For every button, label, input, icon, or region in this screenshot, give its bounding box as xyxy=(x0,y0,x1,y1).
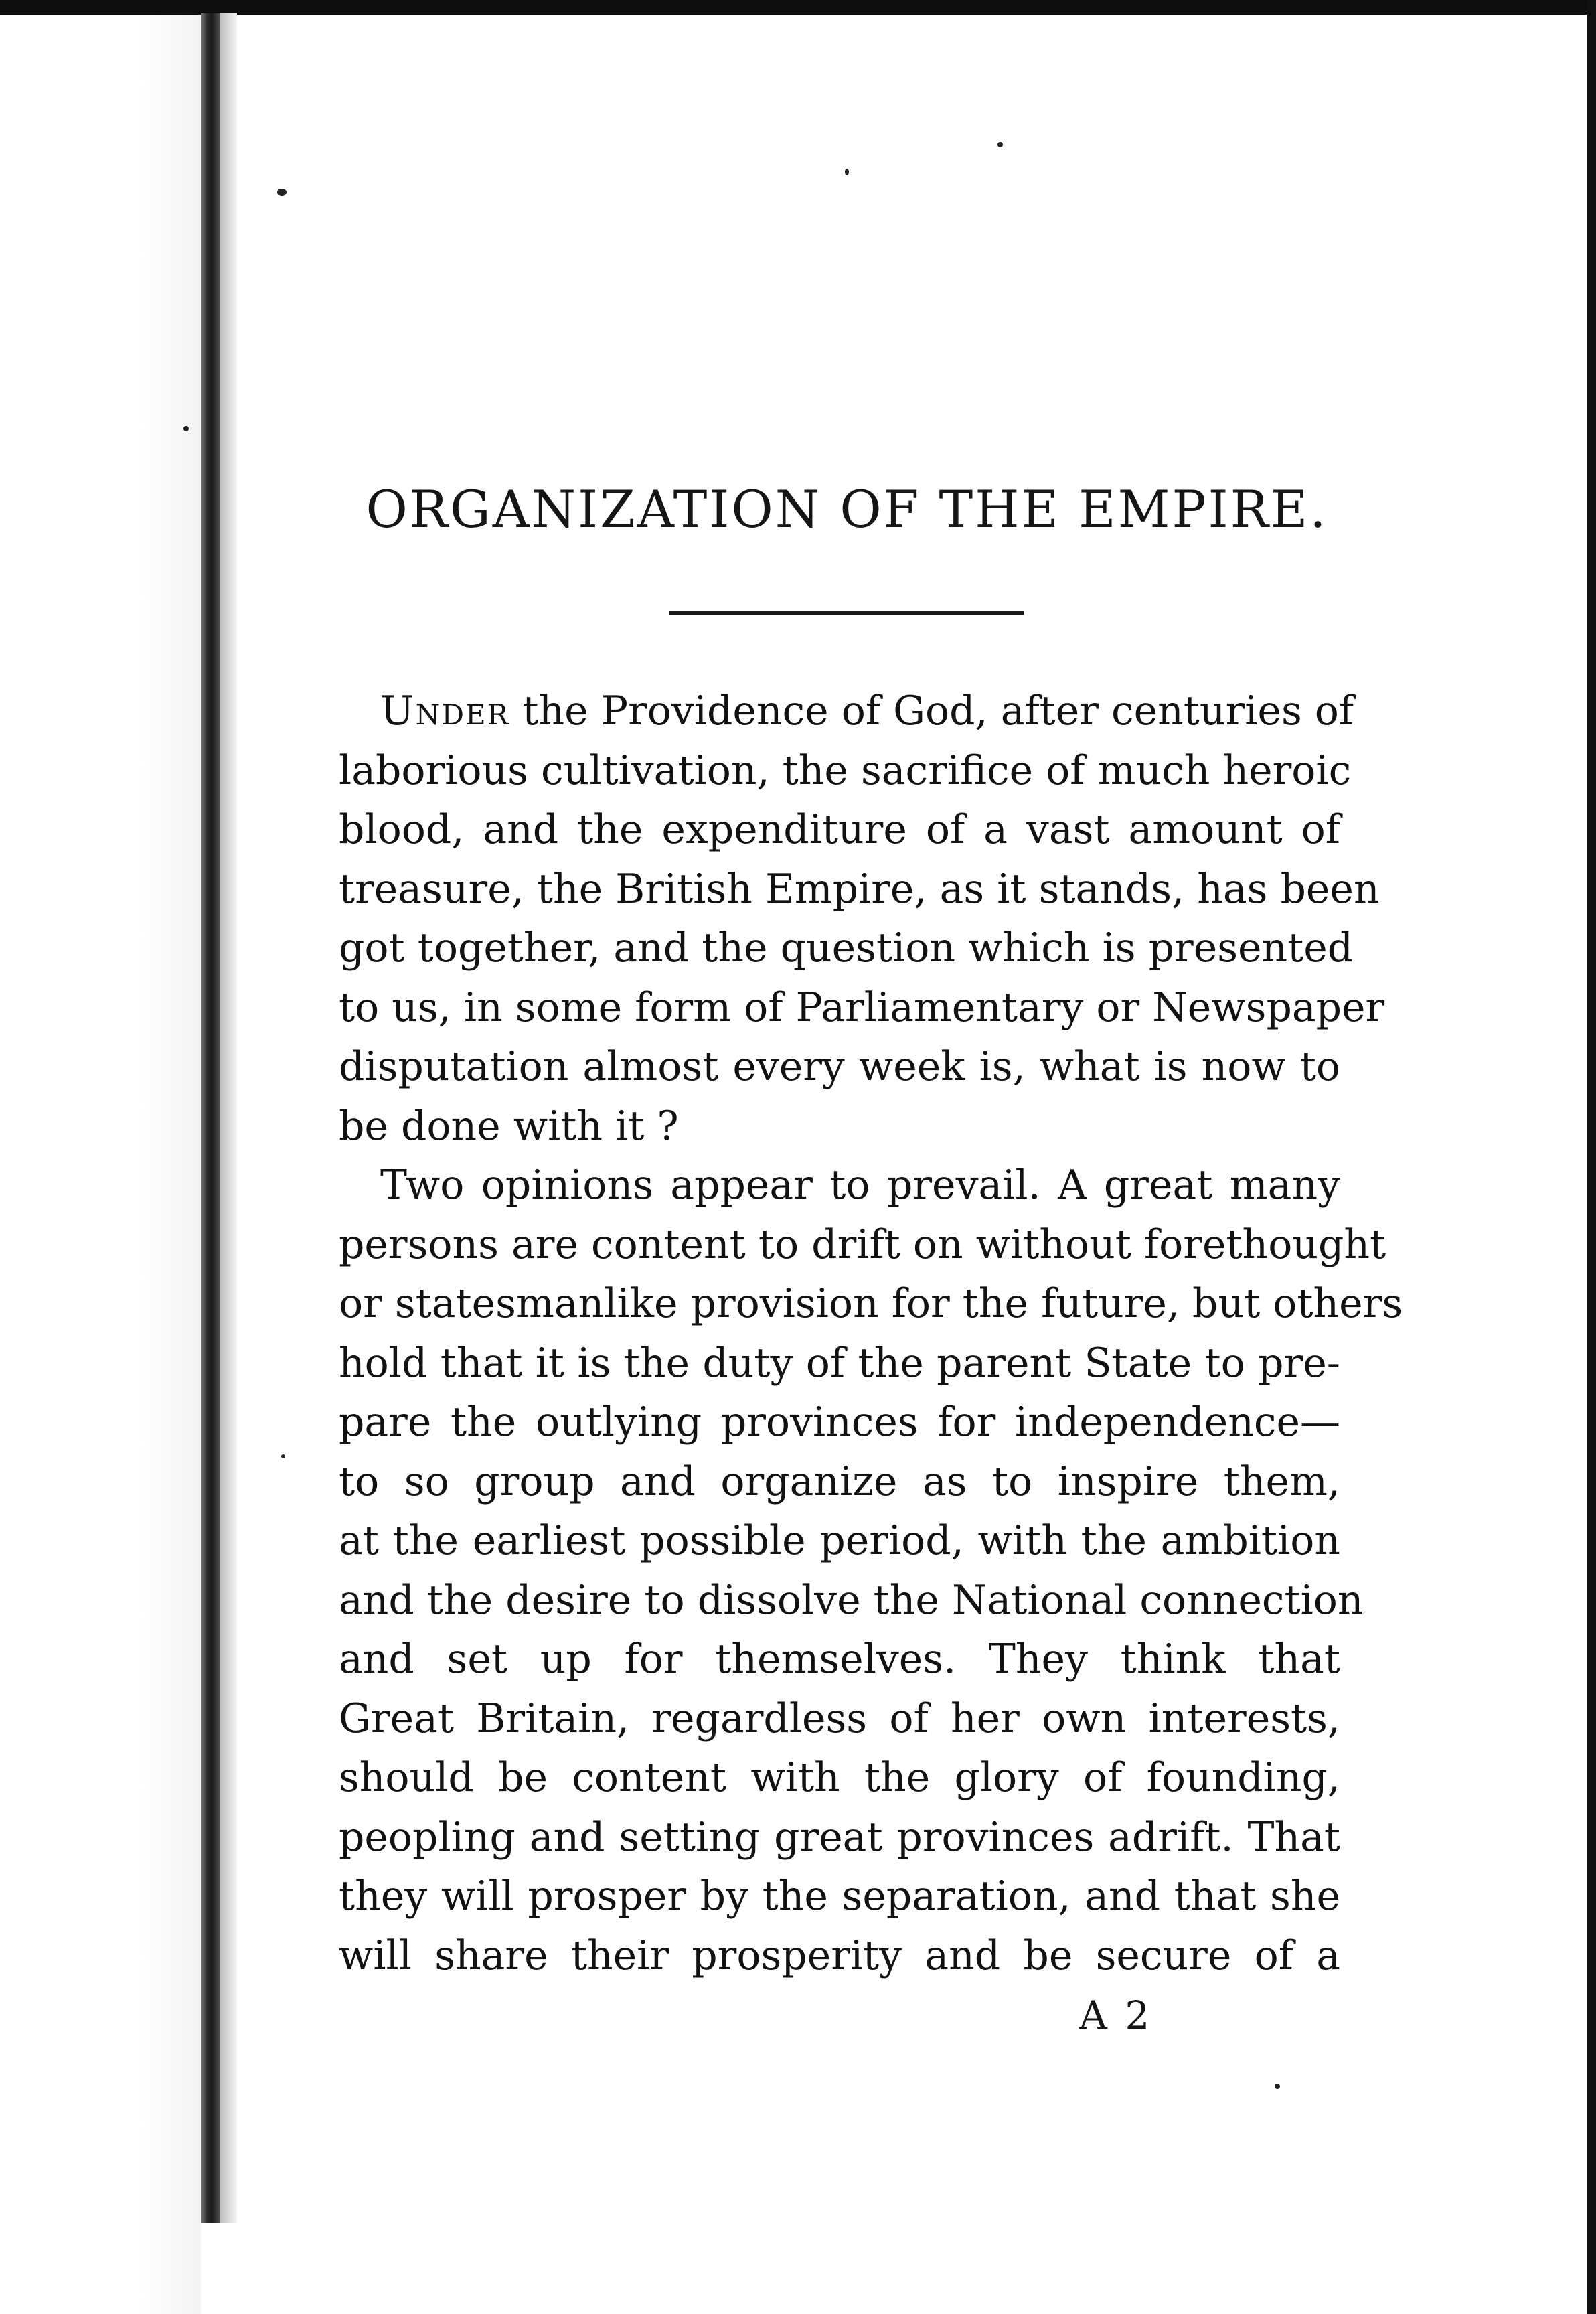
body-line-text: the Providence of God, after centuries of xyxy=(522,688,1354,735)
ink-speck xyxy=(277,189,287,196)
body-line: blood, and the expenditure of a vast amount of xyxy=(339,806,1340,853)
body-line: disputation almost every week is, what is now to xyxy=(339,1043,1340,1090)
scan-top-border xyxy=(0,0,1596,15)
ink-speck xyxy=(998,142,1003,147)
drop-lead-word: Under xyxy=(380,688,510,735)
body-line: and the desire to dissolve the National connection xyxy=(339,1576,1364,1624)
body-line: or statesmanlike provision for the future, but others xyxy=(339,1280,1403,1327)
ink-speck xyxy=(183,426,189,431)
body-line: to so group and organize as to inspire them, xyxy=(339,1458,1340,1505)
binding-gutter xyxy=(201,13,220,2223)
body-text xyxy=(339,682,1403,1985)
facing-page-blank xyxy=(0,15,201,2314)
gutter-shadow xyxy=(220,13,237,2223)
ink-speck xyxy=(281,1454,285,1458)
body-line: should be content with the glory of founding, xyxy=(339,1754,1340,1801)
ink-speck xyxy=(845,169,849,175)
heading-rule xyxy=(669,611,1024,615)
body-line: they will prosper by the separation, and that she xyxy=(339,1873,1340,1920)
body-line: treasure, the British Empire, as it stands, has been xyxy=(339,865,1380,913)
body-line: Two opinions appear to prevail. A great many xyxy=(380,1162,1340,1209)
body-line: got together, and the question which is presented xyxy=(339,925,1354,972)
body-line: and set up for themselves. They think that xyxy=(339,1636,1340,1683)
scan-right-border xyxy=(1587,0,1596,2314)
body-line: hold that it is the duty of the parent State to pre- xyxy=(339,1339,1340,1387)
body-line: pare the outlying provinces for independence— xyxy=(339,1399,1340,1446)
body-line: peopling and setting great provinces adrift. That xyxy=(339,1813,1340,1861)
body-line: be done with it ? xyxy=(339,1102,679,1150)
body-line: at the earliest possible period, with the ambition xyxy=(339,1517,1340,1564)
signature-mark: A 2 xyxy=(1079,1993,1153,2038)
body-line xyxy=(339,682,1354,741)
body-line: persons are content to drift on without forethought xyxy=(339,1221,1386,1268)
body-line: laborious cultivation, the sacrifice of much heroic xyxy=(339,747,1352,794)
chapter-heading: ORGANIZATION OF THE EMPIRE. xyxy=(366,479,1328,539)
body-line: will share their prosperity and be secure of a xyxy=(339,1932,1340,1979)
body-line: to us, in some form of Parliamentary or Newspaper xyxy=(339,984,1385,1031)
ink-speck xyxy=(1275,2084,1280,2089)
body-line: Great Britain, regardless of her own interests, xyxy=(339,1695,1340,1742)
